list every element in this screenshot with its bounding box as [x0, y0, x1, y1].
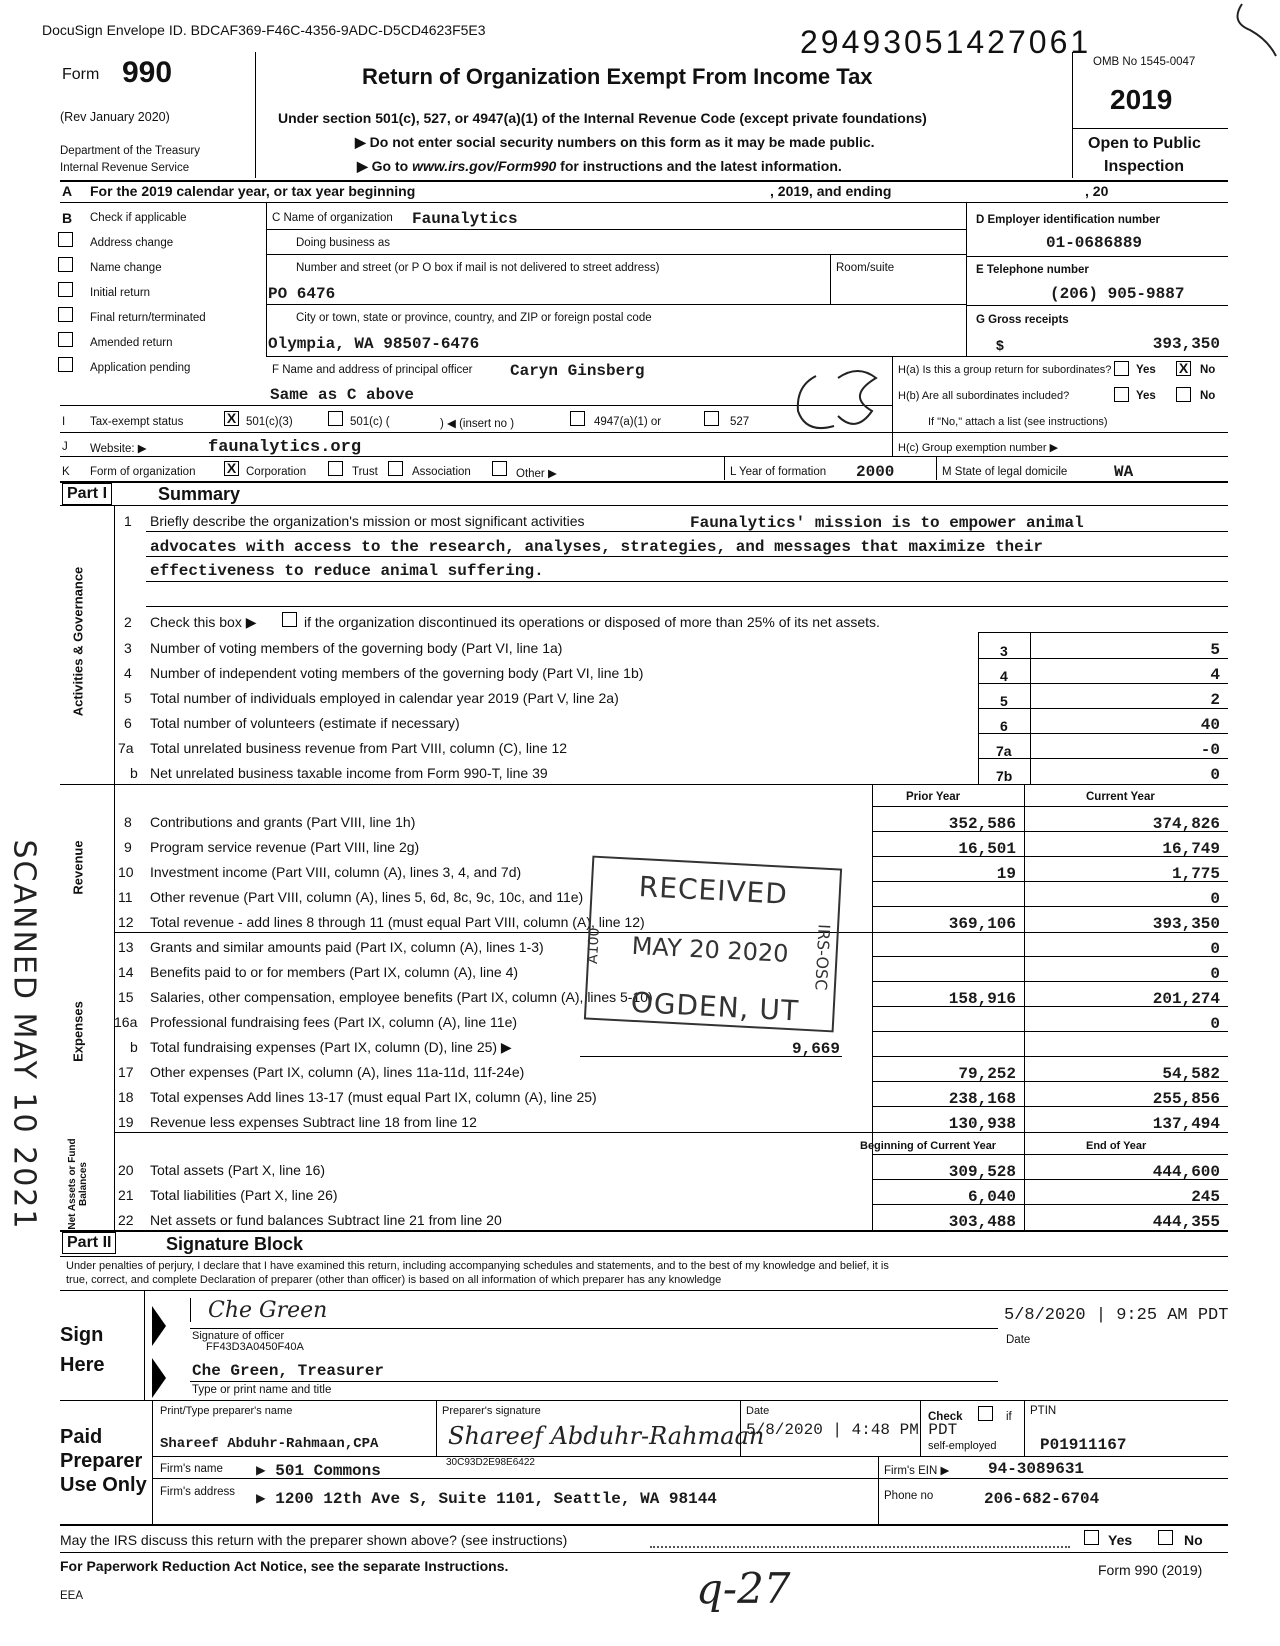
line-20-text: Total assets (Part X, line 16) [150, 1162, 326, 1178]
ptin-value: P01911167 [1040, 1436, 1127, 1454]
received-stamp-text: RECEIVED [638, 870, 789, 911]
perjury-text-2: true, correct, and complete Declaration of preparer (other than officer) is based on all information of which preparer has any knowledge [66, 1274, 722, 1286]
group-return-yes-checkbox[interactable] [1114, 361, 1129, 376]
received-stamp-code: A100 [584, 927, 603, 965]
line-15-number: 15 [118, 989, 134, 1005]
line-7b-box: 7b [996, 768, 1013, 784]
received-stamp [584, 856, 842, 1033]
if-label: if [1006, 1411, 1012, 1423]
state-domicile-value: WA [1114, 463, 1134, 481]
year-formation-label: L Year of formation [730, 466, 827, 478]
discontinued-checkbox[interactable] [282, 612, 297, 627]
line-16b-number: b [130, 1039, 138, 1055]
line-9-current: 16,749 [1162, 840, 1220, 858]
line-21-text: Total liabilities (Part X, line 26) [150, 1187, 338, 1203]
name-title-label: Type or print name and title [192, 1384, 332, 1396]
mission-line-2: advocates with access to the research, analyses, strategies, and messages that maximize their [150, 538, 1043, 556]
501c3-checkbox[interactable]: X [224, 411, 239, 426]
line-4-value: 4 [1210, 666, 1220, 684]
dept-treasury: Department of the Treasury [60, 145, 200, 157]
street-value: PO 6476 [268, 285, 336, 303]
officer-label: F Name and address of principal officer [272, 364, 473, 376]
line-8-number: 8 [124, 814, 132, 830]
line-5-box: 5 [1000, 693, 1008, 709]
year-formation-value: 2000 [856, 463, 895, 481]
line-7a-text: Total unrelated business revenue from Part VIII, column (C), line 12 [150, 740, 568, 756]
name-change-label: Name change [90, 262, 162, 274]
other-checkbox[interactable] [492, 461, 507, 476]
subordinates-yes-label: Yes [1136, 390, 1156, 402]
line-6-box: 6 [1000, 718, 1008, 734]
line-22-text: Net assets or fund balances Subtract line 21 from line 20 [150, 1212, 502, 1228]
line-14-text: Benefits paid to or for members (Part IX, column (A), line 4) [150, 964, 519, 980]
corner-mark-icon [1220, 0, 1280, 60]
subordinates-no-label: No [1200, 390, 1216, 402]
subordinates-no-checkbox[interactable] [1176, 387, 1191, 402]
group-exemption-label: H(c) Group exemption number ▶ [898, 442, 1059, 454]
initial-return-label: Initial return [90, 287, 151, 299]
form-subtitle: Under section 501(c), 527, or 4947(a)(1) of the Internal Revenue Code (except private foundations) [278, 110, 927, 126]
trust-checkbox[interactable] [328, 461, 343, 476]
omb-number: OMB No 1545-0047 [1093, 56, 1196, 68]
officer-name-title: Che Green, Treasurer [192, 1362, 385, 1380]
subordinates-question: H(b) Are all subordinates included? [898, 390, 1070, 402]
line-15-prior: 158,916 [948, 990, 1016, 1008]
line-7b-number: b [130, 765, 138, 781]
line-21-number: 21 [118, 1187, 134, 1203]
preparer-label: Preparer [60, 1450, 143, 1472]
firm-ein-label: Firm's EIN ▶ [884, 1465, 950, 1477]
line-20-number: 20 [118, 1162, 134, 1178]
line-7a-box: 7a [996, 743, 1012, 759]
association-label: Association [412, 466, 471, 478]
side-expenses: Expenses [70, 1001, 86, 1062]
part-1-tag: Part I [62, 483, 112, 505]
open-to-public: Open to Public [1088, 135, 1201, 152]
phone-label: E Telephone number [976, 264, 1089, 276]
row-j-letter: J [62, 441, 68, 453]
check-label: Check [928, 1411, 963, 1423]
perjury-text-1: Under penalties of perjury, I declare that I have examined this return, including accompanying schedules and statements, and to the best of my knowledge and belief, it is [66, 1260, 889, 1272]
col-current-year: Current Year [1086, 791, 1155, 803]
line-2-number: 2 [124, 614, 132, 630]
preparer-date: 5/8/2020 | 4:48 PM PDT [746, 1421, 958, 1439]
gross-receipts-value: 393,350 [1152, 335, 1220, 353]
paperwork-notice: For Paperwork Reduction Act Notice, see the separate Instructions. [60, 1558, 509, 1574]
org-name-value: Faunalytics [412, 210, 518, 228]
discuss-yes-label: Yes [1108, 1532, 1133, 1548]
line-4-number: 4 [124, 665, 132, 681]
group-return-no-label: No [1200, 364, 1216, 376]
line-16a-current: 0 [1210, 1015, 1220, 1033]
eea-label: EEA [60, 1590, 84, 1602]
line-11-current: 0 [1210, 890, 1220, 908]
501c-checkbox[interactable] [328, 411, 343, 426]
firm-address-label: Firm's address [160, 1486, 236, 1498]
address-change-checkbox[interactable] [58, 232, 73, 247]
tax-year-beginning: For the 2019 calendar year, or tax year beginning [90, 183, 416, 199]
officer-address: Same as C above [270, 386, 415, 404]
line-7a-value: -0 [1200, 741, 1220, 759]
application-pending-checkbox[interactable] [58, 357, 73, 372]
form-label: Form [62, 66, 100, 83]
line-16b-value: 9,669 [791, 1040, 840, 1058]
501c-label: 501(c) ( [350, 416, 390, 428]
form-revision: (Rev January 2020) [60, 110, 170, 124]
line-3-number: 3 [124, 640, 132, 656]
ein-label: D Employer identification number [976, 214, 1161, 226]
final-return-label: Final return/terminated [90, 312, 206, 324]
line-3-text: Number of voting members of the governing body (Part VI, line 1a) [150, 640, 563, 656]
line-17-number: 17 [118, 1064, 134, 1080]
address-change-label: Address change [90, 237, 174, 249]
city-label: City or town, state or province, country, and ZIP or foreign postal code [296, 312, 652, 324]
line-15-current: 201,274 [1152, 990, 1220, 1008]
self-employed-checkbox[interactable] [978, 1406, 993, 1421]
line-3-box: 3 [1000, 643, 1008, 659]
name-change-checkbox[interactable] [58, 257, 73, 272]
received-stamp-date: MAY 20 2020 [631, 931, 790, 968]
sign-label: Sign [60, 1324, 104, 1346]
4947-label: 4947(a)(1) or [594, 416, 662, 428]
tax-exempt-label: Tax-exempt status [90, 416, 184, 428]
line-20-end: 444,600 [1152, 1163, 1220, 1181]
phone-value: (206) 905-9887 [1050, 285, 1185, 303]
here-label: Here [60, 1354, 105, 1376]
document-locator-number: 29493051427061 [800, 24, 1092, 60]
subordinates-yes-checkbox[interactable] [1114, 387, 1129, 402]
line-16a-number: 16a [114, 1014, 138, 1030]
line-3-value: 5 [1210, 641, 1220, 659]
firm-phone: 206-682-6704 [984, 1490, 1100, 1508]
col-prior-year: Prior Year [906, 791, 961, 803]
preparer-date-label: Date [746, 1405, 770, 1417]
line-12-prior: 369,106 [948, 915, 1016, 933]
street-label: Number and street (or P O box if mail is not delivered to street address) [296, 262, 660, 274]
col-end-year: End of Year [1086, 1140, 1147, 1152]
line-13-current: 0 [1210, 940, 1220, 958]
officer-date-label: Date [1006, 1334, 1031, 1346]
firm-phone-label: Phone no [884, 1490, 934, 1502]
check-if-applicable: Check if applicable [90, 212, 187, 224]
line-15-text: Salaries, other compensation, employee benefits (Part IX, column (A), lines 5-10) [150, 989, 653, 1005]
line-4-text: Number of independent voting members of the governing body (Part VI, line 1b) [150, 665, 644, 681]
dba-label: Doing business as [296, 237, 390, 249]
final-return-checkbox[interactable] [58, 307, 73, 322]
line-6-text: Total number of volunteers (estimate if necessary) [150, 715, 460, 731]
line-14-current: 0 [1210, 965, 1220, 983]
group-return-yes-label: Yes [1136, 364, 1156, 376]
scanned-stamp: SCANNED MAY 10 2021 [6, 839, 42, 1231]
line-22-end: 444,355 [1152, 1213, 1220, 1231]
line-7b-value: 0 [1210, 766, 1220, 784]
line-20-beginning: 309,528 [948, 1163, 1016, 1181]
line-17-text: Other expenses (Part IX, column (A), lines 11a-11d, 11f-24e) [150, 1064, 525, 1080]
preparer-signature[interactable]: Shareef Abduhr-Rahmaan [448, 1422, 765, 1450]
org-name-label: C Name of organization [272, 212, 393, 224]
line-13-number: 13 [118, 939, 134, 955]
part-2-title: Signature Block [166, 1234, 304, 1254]
line-18-prior: 238,168 [948, 1090, 1016, 1108]
part-2-tag: Part II [62, 1232, 116, 1254]
corporation-label: Corporation [246, 466, 307, 478]
self-employed-label: self-employed [928, 1440, 997, 1452]
line-18-text: Total expenses Add lines 13-17 (must equal Part IX, column (A), line 25) [150, 1089, 597, 1105]
form-number: 990 [122, 56, 173, 89]
line-4-box: 4 [1000, 668, 1008, 684]
sign-arrow-2-icon [150, 1358, 168, 1398]
line-22-number: 22 [118, 1212, 134, 1228]
line-7a-number: 7a [118, 740, 134, 756]
line-21-beginning: 6,040 [967, 1188, 1016, 1206]
tax-year-ending: , 2019, and ending [770, 183, 892, 199]
line-13-text: Grants and similar amounts paid (Part IX, column (A), lines 1-3) [150, 939, 544, 955]
line-16b-text: Total fundraising expenses (Part IX, column (D), line 25) ▶ [150, 1039, 512, 1055]
line-8-text: Contributions and grants (Part VIII, line 1h) [150, 814, 416, 830]
line-17-current: 54,582 [1162, 1065, 1220, 1083]
ptin-label: PTIN [1030, 1405, 1057, 1417]
line-2-text: Check this box ▶ [150, 614, 257, 630]
line-12-current: 393,350 [1152, 915, 1220, 933]
line-14-number: 14 [118, 964, 134, 980]
ein-value: 01-0686889 [1046, 234, 1143, 252]
trust-label: Trust [352, 466, 378, 478]
group-return-no-checkbox[interactable]: X [1176, 361, 1191, 376]
insert-no-label: ) ◀ (insert no ) [440, 418, 515, 430]
line-19-text: Revenue less expenses Subtract line 18 from line 12 [150, 1114, 477, 1130]
website-label: Website: ▶ [90, 443, 147, 455]
firm-name-label: Firm's name [160, 1463, 223, 1475]
line-5-text: Total number of individuals employed in calendar year 2019 (Part V, line 2a) [150, 690, 619, 706]
state-domicile-label: M State of legal domicile [942, 466, 1068, 478]
line-5-value: 2 [1210, 691, 1220, 709]
line-12-number: 12 [118, 914, 134, 930]
received-stamp-location: OGDEN, UT [629, 985, 800, 1028]
preparer-name: Shareef Abduhr-Rahmaan,CPA [160, 1436, 379, 1452]
handwritten-note: q-27 [696, 1564, 791, 1613]
line-9-number: 9 [124, 839, 132, 855]
form-title: Return of Organization Exempt From Income Tax [362, 64, 873, 89]
line-11-number: 11 [118, 889, 133, 905]
envelope-id: DocuSign Envelope ID. BDCAF369-F46C-4356-9ADC-D5CD4623F5E3 [42, 22, 486, 38]
line-19-current: 137,494 [1152, 1115, 1220, 1133]
tax-year-20: , 20 [1085, 183, 1109, 199]
line-10-number: 10 [118, 864, 134, 880]
group-return-question: H(a) Is this a group return for subordinates? [898, 364, 1112, 376]
application-pending-label: Application pending [90, 362, 191, 374]
gross-dollar-sign: $ [996, 337, 1004, 353]
discuss-yes-checkbox[interactable] [1084, 1530, 1099, 1545]
line-18-number: 18 [118, 1089, 134, 1105]
part-1-title: Summary [158, 484, 241, 504]
officer-signature[interactable]: Che Green [208, 1298, 328, 1323]
city-value: Olympia, WA 98507-6476 [268, 335, 480, 353]
paid-label: Paid [60, 1426, 103, 1448]
amended-return-label: Amended return [90, 337, 173, 349]
line-11-text: Other revenue (Part VIII, column (A), lines 5, 6d, 8c, 9c, 10c, and 11e) [150, 889, 584, 905]
line-8-current: 374,826 [1152, 815, 1220, 833]
form-of-org-label: Form of organization [90, 466, 196, 478]
website-value[interactable]: faunalytics.org [208, 438, 362, 457]
line-18-current: 255,856 [1152, 1090, 1220, 1108]
line-21-end: 245 [1191, 1188, 1220, 1206]
section-b-letter: B [62, 210, 73, 226]
other-label: Other ▶ [516, 468, 557, 480]
preparer-sig-id: 30C93D2E98E6422 [446, 1457, 535, 1468]
footer-form-label: Form 990 (2019) [1098, 1562, 1203, 1578]
side-revenue: Revenue [70, 840, 86, 895]
501c3-label: 501(c)(3) [246, 416, 293, 428]
line-6-number: 6 [124, 715, 132, 731]
instructions-notice: ▶ Go to www.irs.gov/Form990 for instructions and the latest information. [357, 158, 842, 174]
sign-arrow-1-icon [150, 1306, 168, 1346]
officer-name: Caryn Ginsberg [510, 362, 645, 380]
line-22-beginning: 303,488 [948, 1213, 1016, 1231]
row-k-letter: K [62, 466, 70, 478]
side-activities-governance: Activities & Governance [70, 566, 86, 717]
line-17-prior: 79,252 [958, 1065, 1016, 1083]
line-10-current: 1,775 [1171, 865, 1220, 883]
gross-receipts-label: G Gross receipts [976, 314, 1069, 326]
line-9-prior: 16,501 [958, 840, 1016, 858]
line-12-text: Total revenue - add lines 8 through 11 (must equal Part VIII, column (A), line 12) [150, 914, 645, 930]
firm-ein: 94-3089631 [988, 1460, 1085, 1478]
line-7b-text: Net unrelated business taxable income from Form 990-T, line 39 [150, 765, 548, 781]
discuss-no-label: No [1184, 1532, 1203, 1548]
line-10-text: Investment income (Part VIII, column (A), lines 3, 4, and 7d) [150, 864, 522, 880]
ssn-notice: ▶ Do not enter social security numbers on this form as it may be made public. [355, 134, 875, 150]
initial-return-checkbox[interactable] [58, 282, 73, 297]
attach-list-note: If "No," attach a list (see instructions) [928, 416, 1108, 428]
527-checkbox[interactable] [704, 411, 719, 426]
preparer-name-label: Print/Type preparer's name [160, 1405, 293, 1417]
row-i-letter: I [62, 416, 66, 428]
mission-line-1: Faunalytics' mission is to empower animal [690, 514, 1084, 532]
irs-label: Internal Revenue Service [60, 162, 190, 174]
line-1-number: 1 [124, 513, 132, 529]
line-19-prior: 130,938 [948, 1115, 1016, 1133]
preparer-sig-label: Preparer's signature [442, 1405, 541, 1417]
firm-name: ▶ 501 Commons [256, 1462, 381, 1480]
row-a-letter: A [62, 183, 73, 199]
association-checkbox[interactable] [388, 461, 403, 476]
line-16a-text: Professional fundraising fees (Part IX, column (A), line 11e) [150, 1014, 518, 1030]
handwritten-scribble-icon [786, 356, 886, 436]
line-10-prior: 19 [996, 865, 1016, 883]
officer-sign-date: 5/8/2020 | 9:25 AM PDT [1004, 1306, 1229, 1325]
amended-return-checkbox[interactable] [58, 332, 73, 347]
room-suite-label: Room/suite [836, 262, 895, 274]
signature-of-officer-label: Signature of officer [192, 1330, 285, 1342]
irs-discuss-question: May the IRS discuss this return with the preparer shown above? (see instructions) [60, 1532, 568, 1548]
received-stamp-irs: IRS-OSC [811, 923, 834, 991]
inspection-label: Inspection [1104, 158, 1185, 175]
line-1-text: Briefly describe the organization's mission or most significant activities [150, 513, 585, 529]
line-9-text: Program service revenue (Part VIII, line 2g) [150, 839, 420, 855]
line-19-number: 19 [118, 1114, 134, 1130]
discuss-no-checkbox[interactable] [1158, 1530, 1173, 1545]
firm-address: ▶ 1200 12th Ave S, Suite 1101, Seattle, WA 98144 [256, 1490, 717, 1508]
corporation-checkbox[interactable]: X [224, 461, 239, 476]
tax-year: 2019 [1110, 84, 1173, 115]
mission-line-3: effectiveness to reduce animal suffering. [150, 562, 544, 580]
side-net-assets: Net Assets or Fund Balances [67, 1138, 89, 1230]
4947-checkbox[interactable] [570, 411, 585, 426]
line-5-number: 5 [124, 690, 132, 706]
signature-id: FF43D3A0450F40A [206, 1341, 304, 1353]
line-8-prior: 352,586 [948, 815, 1016, 833]
use-only-label: Use Only [60, 1474, 147, 1496]
col-beginning-year: Beginning of Current Year [860, 1140, 997, 1152]
527-label: 527 [730, 416, 750, 428]
line-2-text-2: if the organization discontinued its operations or disposed of more than 25% of its net assets. [304, 614, 880, 630]
line-6-value: 40 [1200, 716, 1220, 734]
